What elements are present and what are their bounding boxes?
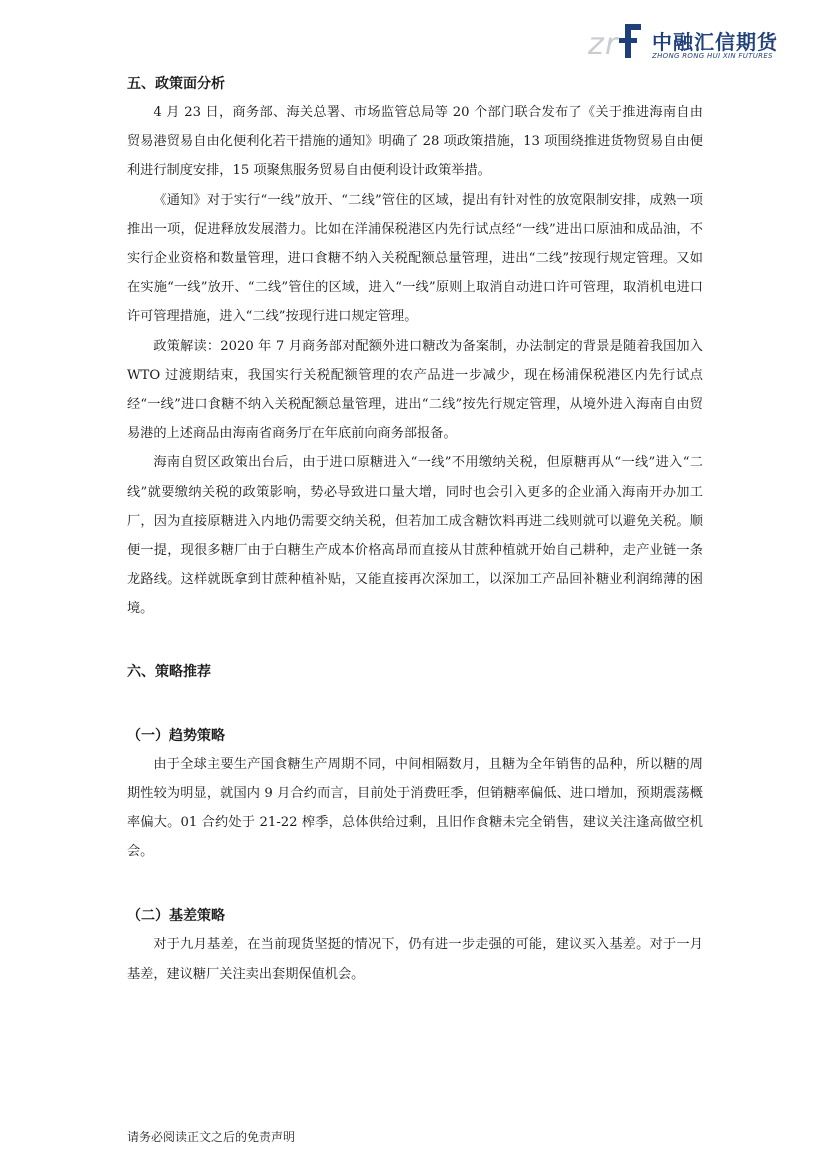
section-heading-strategy: 六、策略推荐 — [127, 663, 211, 680]
company-logo — [588, 20, 778, 64]
logo-company-name: 中融汇信期货 — [652, 30, 778, 54]
paragraph: 对于九月基差，在当前现货坚挺的情况下，仍有进一步走强的可能，建议买入基差。对于一月基差，建议糖厂关注卖出套期保值机会。 — [127, 937, 703, 982]
footer-disclaimer: 请务必阅读正文之后的免责声明 — [127, 1130, 296, 1144]
logo-company-name-en: ZHONG RONG HUI XIN FUTURES — [652, 52, 773, 60]
subsection-heading-basis: （二）基差策略 — [127, 908, 225, 925]
svg-text:r: r — [605, 27, 618, 62]
paragraph: 由于全球主要生产国食糖生产周期不同，中间相隔数月，且糖为全年销售的品种，所以糖的周期性较为明显，就国内 9 月合约而言，目前处于消费旺季，但销糖率偏低、进口增加，预期震荡概率偏大。01 合约处于 21-22 榨季，总体供给过剩，且旧作食糖未完全销售，建议关注逢高做空机会。 — [127, 756, 703, 860]
paragraph: 《通知》对于实行“一线”放开、“二线”管住的区域，提出有针对性的放宽限制安排，成熟一项推出一项，促进释放发展潜力。比如在洋浦保税港区内先行试点经“一线”进出口原油和成品油，不实行企业资格和数量管理，进口食糖不纳入关税配额总量管理，进出“二线”按现行规定管理。又如在实施“一线”放开、“二线”管住的区域，进入“一线”原则上取消自动进口许可管理，取消机电进口许可管理措施，进入“二线”按现行进口规定管理。 — [127, 192, 703, 325]
paragraph: 海南自贸区政策出台后，由于进口原糖进入“一线”不用缴纳关税，但原糖再从“一线”进入“二线”就要缴纳关税的政策影响，势必导致进口量大增，同时也会引入更多的企业涌入海南开办加工厂，因为直接原糖进入内地仍需要交纳关税，但若加工成含糖饮料再进二线则就可以避免关税。顺便一提，现很多糖厂由于白糖生产成本价格高昂而直接从甘蔗种植就开始自己耕种，走产业链一条龙路线。这样就既拿到甘蔗种植补贴，又能直接再次深加工，以深加工产品回补糖业利润绵薄的困境。 — [127, 455, 703, 617]
section-heading-policy: 五、政策面分析 — [127, 76, 225, 92]
subsection-heading-trend: （一）趋势策略 — [127, 727, 225, 744]
document-body — [127, 70, 703, 989]
paragraph: 政策解读：2020 年 7 月商务部对配额外进口糖改为备案制，办法制定的背景是随着我国加入 WTO 过渡期结束，我国实行关税配额管理的农产品进一步减少，现在杨浦保税港区内先行试点经“一线”进口食糖不纳入关税配额总量管理，进出“二线”按先行规定管理，从境外进入海南自由贸易港的上述商品由海南省商务厅在年底前向商务部报备。 — [127, 338, 703, 442]
zrf-logo-icon — [588, 20, 646, 64]
svg-text:z: z — [588, 27, 604, 62]
paragraph: 4 月 23 日，商务部、海关总署、市场监管总局等 20 个部门联合发布了《关于推进海南自由贸易港贸易自由化便利化若干措施的通知》明确了 28 项政策措施，13 项围绕推进货物贸易自由便利进行制度安排，15 项聚焦服务贸易自由便利设计政策举措。 — [127, 105, 703, 179]
